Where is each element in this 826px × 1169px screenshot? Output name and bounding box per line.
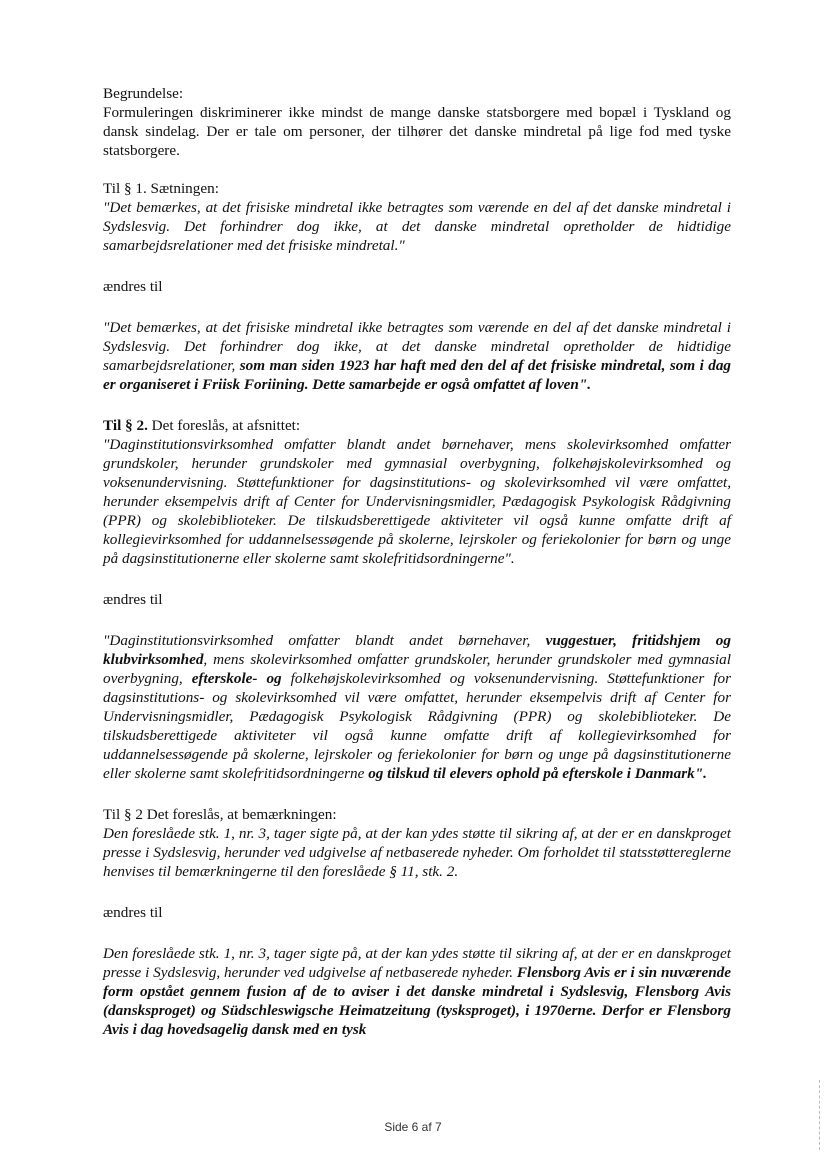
amended-text-bold: efterskole- og — [191, 670, 282, 687]
paragraph: Formuleringen diskriminerer ikke mindst de mange danske statsborgere med bopæl i Tyskland og dansk sindelag. Der er tale om personer, der tilhører det danske mindretal på lige fod med tyske statsborgere. — [103, 104, 731, 159]
amended-text-bold: og tilskud til elevers ophold på efterskole i Danmark". — [368, 765, 707, 782]
amended-text-bold: som man siden 1923 har haft med den del af det frisiske mindretal, som i dag er organiseret i Friisk Foriining. Dette samarbejde er også omfattet af loven". — [103, 357, 732, 393]
document-page — [103, 84, 731, 1039]
change-label: ændres til — [103, 904, 163, 921]
section-label: Til § 1. Sætningen: — [103, 180, 219, 197]
quoted-text: Den foreslåede stk. 1, nr. 3, tager sigte på, at der kan ydes støtte til sikring af, at der er en danskproget presse i Sydslesvig, herunder ved udgivelse af netbaserede nyheder. Om forholdet til statsstøttereglerne henvises til bemærkningerne til den foreslåede § 11, stk. 2. — [103, 825, 731, 880]
scan-edge-mark — [818, 1080, 820, 1150]
amended-text-italic: Den foreslåede stk. 1, nr. 3, tager sigte på, at der kan ydes støtte til sikring af, at der er en danskproget presse i Sydslesvig, herunder ved udgivelse af netbaserede nyheder. — [103, 945, 731, 981]
amended-text-part: "Daginstitutionsvirksomhed omfatter blandt andet børnehaver, — [103, 632, 546, 649]
amended-text-part: folkehøjskolevirksomhed og voksenundervisning. Støttefunktioner for dagsinstitutions- og skolevirksomhed vil være omfattet, herunder eksempelvis drift af Center for Undervisningsmidler, Pædagogisk Psykologisk Rådgivning (PPR) og skolebiblioteker. De tilskudsberettigede aktiviteter vil også kunne omfatte drift af kollegievirksomhed for uddannelsessøgende på skolerne, lejrskoler og feriekolonier for børn og unge på dagsinstitutionerne eller skolerne samt skolefritidsordningerne — [103, 670, 731, 782]
amended-text-part: , mens skolevirksomhed omfatter grundskoler, herunder grundskoler med gymnasial overbygning, — [103, 651, 731, 687]
amended-text — [103, 631, 731, 783]
section-label: Til § 2 Det foreslås, at bemærkningen: — [103, 806, 337, 823]
amended-text — [103, 318, 731, 394]
amended-text-italic: "Det bemærkes, at det frisiske mindretal ikke betragtes som værende en del af det danske mindretal i Sydslesvig. Det forhindrer dog ikke, at det danske mindretal opretholder de hidtidige samarbejdsrelationer, — [103, 319, 731, 374]
page-number: Side 6 af 7 — [384, 1120, 442, 1134]
section-label: Begrundelse: — [103, 85, 184, 102]
quoted-text: "Daginstitutionsvirksomhed omfatter blandt andet børnehaver, mens skolevirksomhed omfatter grundskoler, herunder grundskoler med gymnasial overbygning, folkehøjskolevirksomhed og voksenundervisning. Støttefunktioner for dagsinstitutions- og skolevirksomhed vil være omfattet, herunder eksempelvis drift af Center for Undervisningsmidler, Pædagogisk Psykologisk Rådgivning (PPR) og skolebiblioteker. De tilskudsberettigede aktiviteter vil også kunne omfatte drift af kollegievirksomhed for uddannelsessøgende på skolerne, lejrskoler og feriekolonier for børn og unge på dagsinstitutionerne eller skolerne samt skolefritidsordningerne". — [103, 436, 731, 567]
amended-text-bold: Flensborg Avis er i sin nuværende form opstået gennem fusion af de to aviser i det danske mindretal i Sydslesvig, Flensborg Avis (dansksproget) og Südschleswigsche Heimatzeitung (tysksproget), i 1970erne. Derfor er Flensborg Avis i dag hovedsagelig dansk med en tysk — [103, 964, 731, 1038]
amended-text — [103, 944, 731, 1039]
section-label-rest: Det foreslås, at afsnittet: — [147, 417, 301, 434]
quoted-text: "Det bemærkes, at det frisiske mindretal ikke betragtes som værende en del af det danske mindretal i Sydslesvig. Det forhindrer dog ikke, at det danske mindretal opretholder de hidtidige samarbejdsrelationer med det frisiske mindretal." — [103, 199, 731, 254]
change-label: ændres til — [103, 278, 163, 295]
section-label — [103, 416, 731, 435]
amended-text-bold: vuggestuer, fritidshjem og klubvirksomhed — [103, 632, 731, 668]
change-label: ændres til — [103, 591, 163, 608]
section-label-bold: Til § 2. — [103, 417, 148, 434]
